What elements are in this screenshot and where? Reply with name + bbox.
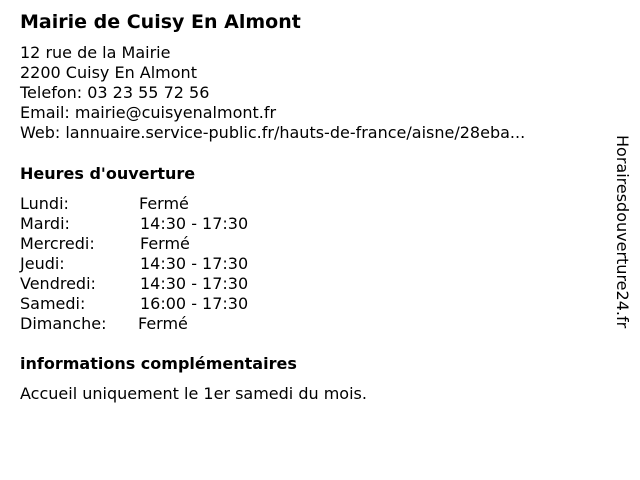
time-value: 14:30 - 17:30 bbox=[140, 214, 249, 233]
page-title: Mairie de Cuisy En Almont bbox=[20, 11, 301, 33]
street-address: 12 rue de la Mairie bbox=[20, 43, 171, 62]
city-address: 2200 Cuisy En Almont bbox=[20, 63, 197, 82]
day-label: Jeudi: bbox=[20, 254, 65, 273]
time-value: 14:30 - 17:30 bbox=[140, 274, 249, 293]
phone-number: Telefon: 03 23 55 72 56 bbox=[20, 83, 210, 102]
time-value: Fermé bbox=[139, 194, 189, 213]
day-label: Mardi: bbox=[20, 214, 70, 233]
day-label: Dimanche: bbox=[20, 314, 107, 333]
info-text: Accueil uniquement le 1er samedi du mois. bbox=[20, 384, 367, 403]
info-heading: informations complémentaires bbox=[20, 354, 297, 373]
day-label: Lundi: bbox=[20, 194, 69, 213]
watermark: Horairesdouverture24.fr bbox=[613, 135, 632, 329]
time-value: 14:30 - 17:30 bbox=[140, 254, 249, 273]
email-address: Email: mairie@cuisyenalmont.fr bbox=[20, 103, 277, 122]
day-label: Mercredi: bbox=[20, 234, 95, 253]
day-label: Samedi: bbox=[20, 294, 86, 313]
time-value: Fermé bbox=[138, 314, 188, 333]
hours-heading: Heures d'ouverture bbox=[20, 164, 196, 183]
address-block bbox=[20, 43, 525, 143]
time-value: Fermé bbox=[140, 234, 190, 253]
time-value: 16:00 - 17:30 bbox=[140, 294, 249, 313]
website-link: Web: lannuaire.service-public.fr/hauts-de-france/aisne/28eba... bbox=[20, 123, 526, 142]
day-label: Vendredi: bbox=[20, 274, 96, 293]
